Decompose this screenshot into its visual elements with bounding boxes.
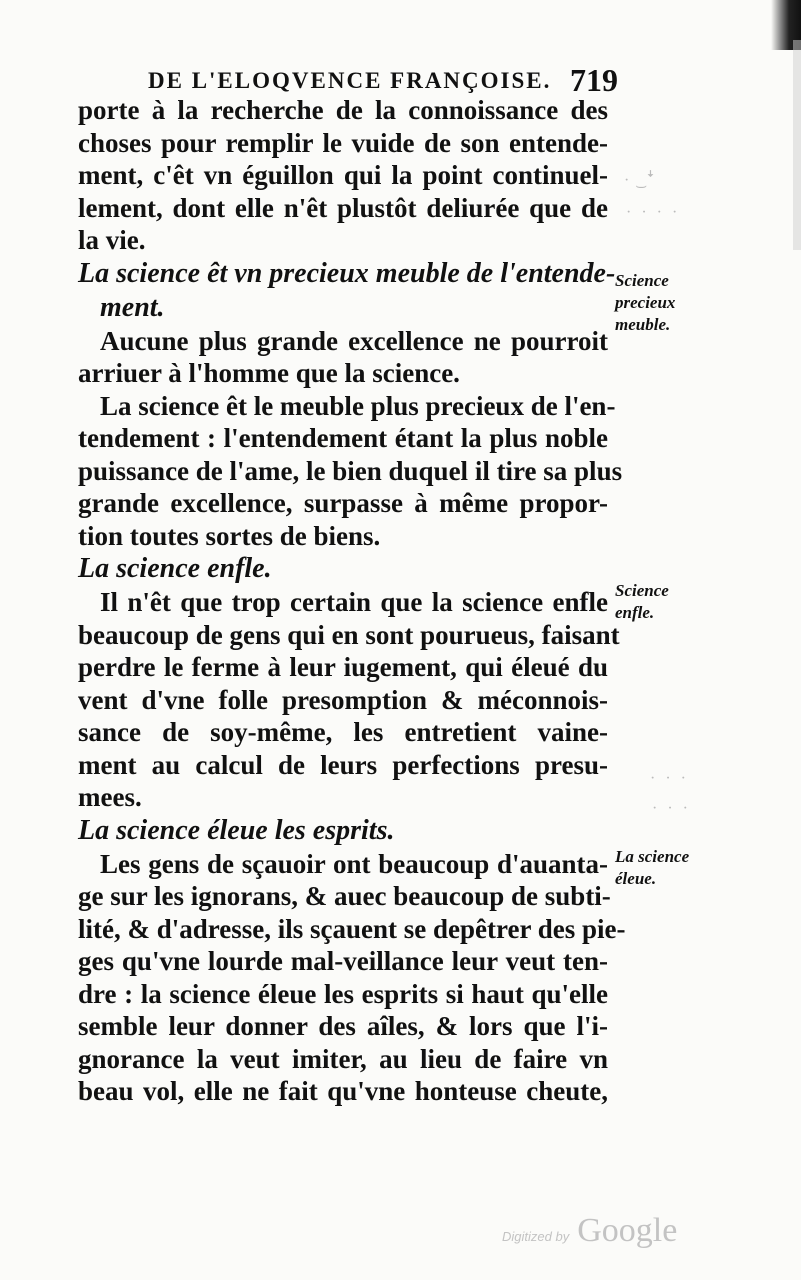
bleed-through-mark: · · · ·	[626, 204, 681, 221]
bleed-through-mark: · · ·	[652, 800, 691, 817]
text-line: la vie.	[78, 225, 146, 255]
margin-note-line: precieux	[615, 293, 676, 312]
page-number: 719	[570, 62, 618, 98]
text-line: lement, dont elle n'êt plustôt deliurée que de	[78, 192, 608, 223]
text-line: porte à la recherche de la connoissance des	[78, 95, 608, 125]
page-edge-strip	[793, 40, 801, 250]
text-line: perdre le ferme à leur iugement, qui éleué du	[78, 652, 608, 682]
text-line: ment, c'êt vn éguillon qui la point continuel-	[78, 160, 608, 190]
text-line: lité, & d'adresse, ils sçauent se depêtrer des pie-	[78, 913, 626, 944]
bleed-through-mark: · · ·	[650, 770, 689, 787]
text-line: Aucune plus grande excellence ne pourroit	[100, 325, 608, 356]
text-line: beaucoup de gens qui en sont pourueus, faisant	[78, 619, 620, 650]
text-line: puissance de l'ame, le bien duquel il tire sa plus	[78, 455, 623, 486]
text-line: Il n'êt que trop certain que la science enfle	[100, 587, 608, 617]
text-line: grande excellence, surpasse à même propor-	[78, 488, 608, 518]
text-line: dre : la science éleue les esprits si haut qu'elle	[78, 978, 608, 1009]
watermark-logo: Google	[577, 1212, 678, 1249]
text-line: semble leur donner des aîles, & lors que l'i-	[78, 1011, 608, 1041]
text-line: ges qu'vne lourde mal-veillance leur veut ten-	[78, 946, 608, 976]
margin-note	[615, 846, 689, 890]
text-line: arriuer à l'homme que la science.	[78, 358, 460, 388]
text-line: beau vol, elle ne fait qu'vne honteuse cheute,	[78, 1076, 608, 1106]
text-line: gnorance la veut imiter, au lieu de faire vn	[78, 1043, 608, 1074]
margin-note-line: La science	[615, 847, 690, 866]
digitization-watermark	[502, 1212, 677, 1250]
text-line: tendement : l'entendement étant la plus noble	[78, 423, 608, 453]
margin-note-line: éleue.	[615, 869, 657, 888]
running-head: DE L'ELOQVENCE FRANÇOISE.	[148, 68, 552, 93]
margin-note	[615, 580, 669, 624]
margin-note-line: Science	[615, 581, 669, 600]
section-heading: La science éleue les esprits.	[78, 814, 395, 846]
section-heading: ment.	[100, 291, 165, 323]
page-body	[78, 94, 626, 1108]
margin-note-line: enfle.	[615, 603, 655, 622]
text-line: ment au calcul de leurs perfections presu-	[78, 749, 608, 780]
text-line: tion toutes sortes de biens.	[78, 520, 381, 551]
section-heading: La science enfle.	[78, 553, 272, 584]
text-line: ge sur les ignorans, & auec beaucoup de subti-	[78, 881, 611, 911]
text-line: Les gens de sçauoir ont beaucoup d'auanta-	[100, 848, 608, 879]
bleed-through-mark: · ͜ ꜜ	[624, 172, 658, 189]
margin-note	[615, 270, 675, 336]
text-line: La science êt le meuble plus precieux de l'en-	[100, 390, 616, 421]
section-heading: La science êt vn precieux meuble de l'entende-	[78, 257, 616, 289]
text-line: sance de soy-même, les entretient vaine-	[78, 717, 608, 747]
text-line: choses pour remplir le vuide de son entende-	[78, 127, 608, 158]
text-line: mees.	[78, 782, 142, 812]
text-line: vent d'vne folle presomption & méconnois-	[78, 684, 608, 715]
watermark-prefix: Digitized by	[502, 1229, 570, 1244]
margin-note-line: Science	[615, 271, 669, 290]
margin-note-line: meuble.	[615, 315, 671, 334]
